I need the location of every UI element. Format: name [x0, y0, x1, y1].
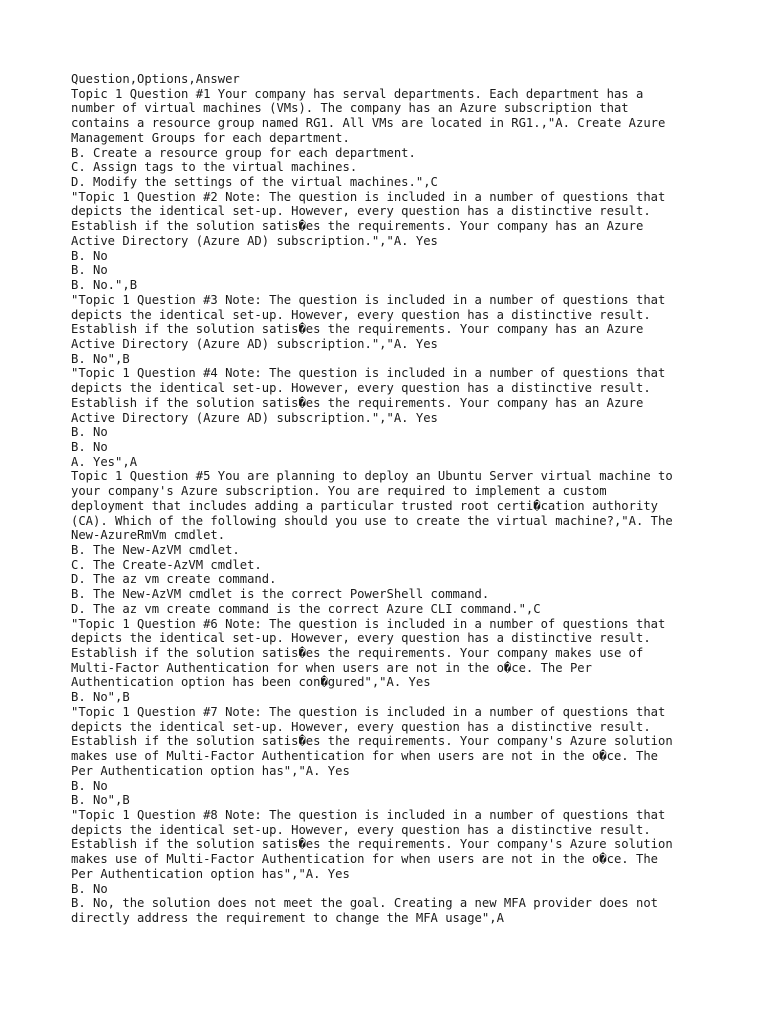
text-line: depicts the identical set-up. However, every question has a distinctive result.: [71, 822, 651, 837]
text-line: makes use of Multi-Factor Authentication for when users are not in the o�ce. The: [71, 852, 658, 867]
text-line: D. Modify the settings of the virtual machines.",C: [71, 175, 438, 190]
text-line: B. No, the solution does not meet the goal. Creating a new MFA provider does not: [71, 896, 658, 911]
text-line: Multi-Factor Authentication for when users are not in the o�ce. The Per: [71, 660, 592, 675]
text-line: D. The az vm create command.: [71, 572, 277, 587]
text-line: contains a resource group named RG1. All VMs are located in RG1.,"A. Create Azure: [71, 116, 666, 131]
text-line: "Topic 1 Question #7 Note: The question is included in a number of questions that: [71, 704, 666, 719]
csv-text-body: [71, 72, 731, 926]
text-line: number of virtual machines (VMs). The company has an Azure subscription that: [71, 101, 629, 116]
text-line: Active Directory (Azure AD) subscription.","A. Yes: [71, 336, 438, 351]
text-line: New-AzureRmVm cmdlet.: [71, 528, 226, 543]
text-line: depicts the identical set-up. However, every question has a distinctive result.: [71, 719, 651, 734]
text-line: B. No: [71, 881, 108, 896]
text-line: B. No: [71, 425, 108, 440]
text-line: B. No: [71, 439, 108, 454]
text-line: Establish if the solution satis�es the requirements. Your company has an Azure: [71, 219, 644, 234]
text-line: Establish if the solution satis�es the requirements. Your company makes use of: [71, 646, 644, 661]
text-line: makes use of Multi-Factor Authentication for when users are not in the o�ce. The: [71, 749, 658, 764]
text-line: depicts the identical set-up. However, every question has a distinctive result.: [71, 204, 651, 219]
text-line: "Topic 1 Question #4 Note: The question is included in a number of questions that: [71, 366, 666, 381]
text-line: C. Assign tags to the virtual machines.: [71, 160, 358, 175]
text-line: Per Authentication option has","A. Yes: [71, 866, 350, 881]
text-line: "Topic 1 Question #8 Note: The question is included in a number of questions that: [71, 807, 666, 822]
text-line: B. The New-AzVM cmdlet is the correct PowerShell command.: [71, 587, 490, 602]
text-line: C. The Create-AzVM cmdlet.: [71, 557, 262, 572]
text-line: (CA). Which of the following should you use to create the virtual machine?,"A. The: [71, 513, 673, 528]
text-line: D. The az vm create command is the correct Azure CLI command.",C: [71, 601, 541, 616]
text-line: Establish if the solution satis�es the requirements. Your company's Azure solution: [71, 837, 673, 852]
text-line: B. No",B: [71, 690, 130, 705]
text-line: "Topic 1 Question #2 Note: The question is included in a number of questions that: [71, 189, 666, 204]
text-line: depicts the identical set-up. However, every question has a distinctive result.: [71, 307, 651, 322]
text-line: Topic 1 Question #5 You are planning to deploy an Ubuntu Server virtual machine to: [71, 469, 673, 484]
text-line: B. The New-AzVM cmdlet.: [71, 543, 240, 557]
text-line: depicts the identical set-up. However, every question has a distinctive result.: [71, 381, 651, 396]
text-line: Establish if the solution satis�es the requirements. Your company's Azure solution: [71, 734, 673, 749]
text-line: B. No.",B: [71, 278, 138, 293]
text-line: B. Create a resource group for each department.: [71, 145, 416, 160]
text-line: depicts the identical set-up. However, every question has a distinctive result.: [71, 631, 651, 646]
text-line: "Topic 1 Question #3 Note: The question is included in a number of questions that: [71, 292, 666, 307]
text-line: B. No: [71, 778, 108, 793]
text-line: Establish if the solution satis�es the requirements. Your company has an Azure: [71, 395, 644, 410]
text-line: Establish if the solution satis�es the requirements. Your company has an Azure: [71, 322, 644, 337]
text-line: Authentication option has been con�gured","A. Yes: [71, 675, 431, 690]
text-line: deployment that includes adding a particular trusted root certi�cation authority: [71, 498, 658, 513]
text-line: Management Groups for each department.: [71, 130, 350, 145]
text-line: B. No: [71, 248, 108, 263]
text-line: B. No",B: [71, 351, 130, 366]
text-line: directly address the requirement to change the MFA usage",A: [71, 910, 504, 925]
text-line: "Topic 1 Question #6 Note: The question is included in a number of questions that: [71, 616, 666, 631]
text-line: Per Authentication option has","A. Yes: [71, 763, 350, 778]
text-line: Active Directory (Azure AD) subscription.","A. Yes: [71, 410, 438, 425]
text-line: Topic 1 Question #1 Your company has serval departments. Each department has a: [71, 86, 644, 101]
text-line: your company's Azure subscription. You are required to implement a custom: [71, 484, 607, 499]
text-line: B. No: [71, 263, 108, 278]
csv-header-line: Question,Options,Answer: [71, 72, 240, 86]
text-line: Active Directory (Azure AD) subscription.","A. Yes: [71, 233, 438, 248]
text-line: B. No",B: [71, 793, 130, 808]
text-line: A. Yes",A: [71, 454, 138, 469]
